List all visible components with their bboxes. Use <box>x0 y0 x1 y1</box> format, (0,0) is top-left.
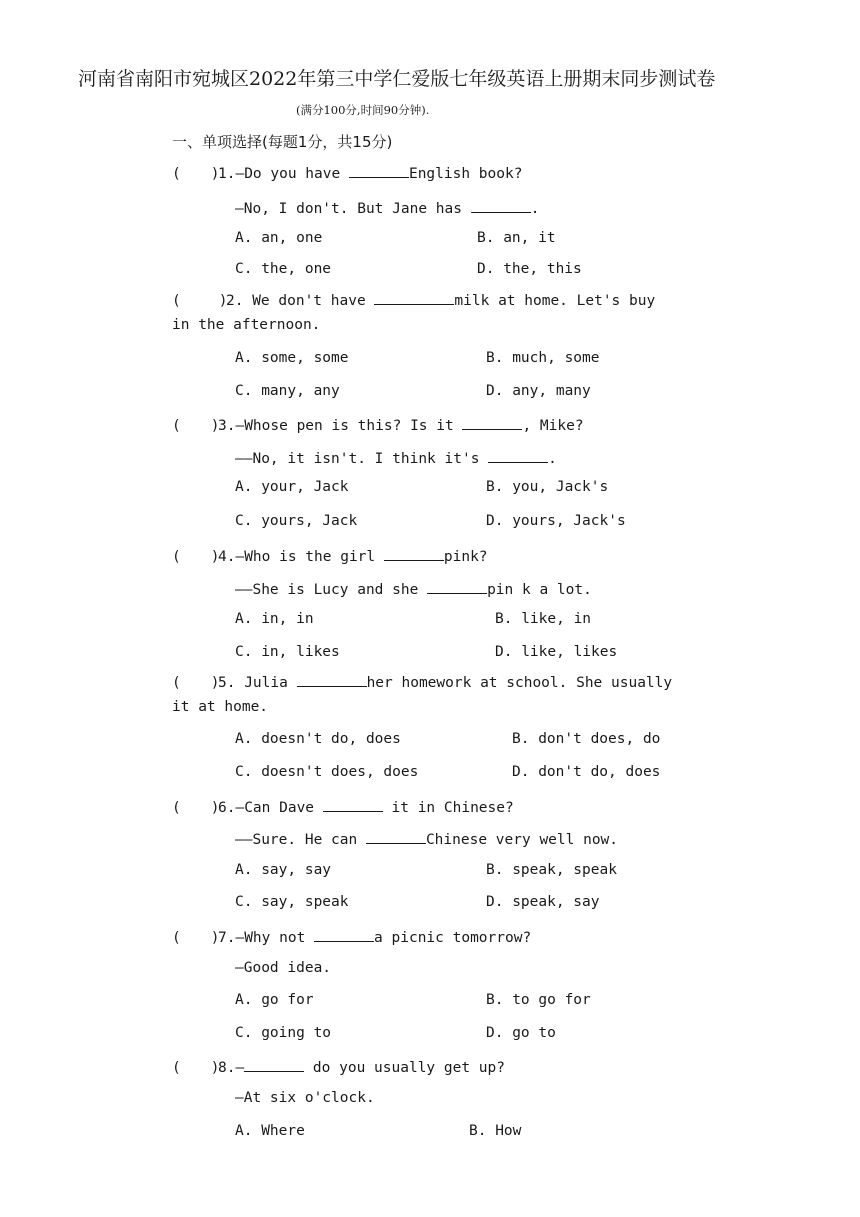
option-d[interactable]: D. go to <box>486 1025 556 1041</box>
section-heading: 一、单项选择(每题1分，共15分) <box>172 133 393 151</box>
answer-bracket[interactable]: ( ) <box>172 1060 220 1076</box>
option-b[interactable]: B. don't does, do <box>512 731 661 747</box>
option-a[interactable]: A. Where <box>235 1123 305 1139</box>
answer-bracket[interactable]: ( ) <box>172 418 220 434</box>
option-a[interactable]: A. doesn't do, does <box>235 731 401 747</box>
fill-blank <box>366 829 426 844</box>
question-5: ( )5. Julia her homework at school. She usually <box>172 672 672 691</box>
option-c[interactable]: C. going to <box>235 1025 332 1041</box>
option-a[interactable]: A. an, one <box>235 230 323 246</box>
option-b[interactable]: B. to go for <box>486 992 591 1008</box>
fill-blank <box>471 198 531 213</box>
answer-bracket[interactable]: ( ) <box>172 800 220 816</box>
answer-bracket[interactable]: ( ) <box>172 675 220 691</box>
option-d[interactable]: D. yours, Jack's <box>486 513 626 529</box>
fill-blank <box>323 797 383 812</box>
option-c[interactable]: C. the, one <box>235 261 332 277</box>
option-b[interactable]: B. How <box>469 1123 522 1139</box>
fill-blank <box>384 546 444 561</box>
option-c[interactable]: C. yours, Jack <box>235 513 358 529</box>
option-a[interactable]: A. go for <box>235 992 314 1008</box>
score-time-note: (满分100分,时间90分钟). <box>296 103 430 117</box>
option-d[interactable]: D. like, likes <box>495 644 618 660</box>
answer-bracket[interactable]: ( ) <box>172 930 220 946</box>
question-2: ( )2. We don't have milk at home. Let's buy <box>172 290 655 309</box>
question-5-line-2: it at home. <box>172 699 269 715</box>
option-b[interactable]: B. much, some <box>486 350 600 366</box>
option-d[interactable]: D. the, this <box>477 261 582 277</box>
fill-blank <box>314 927 374 942</box>
fill-blank <box>374 290 454 305</box>
page-title: 河南省南阳市宛城区2022年第三中学仁爱版七年级英语上册期末同步测试卷 <box>78 68 716 90</box>
option-a[interactable]: A. say, say <box>235 862 332 878</box>
fill-blank <box>462 415 522 430</box>
option-c[interactable]: C. doesn't does, does <box>235 764 419 780</box>
option-c[interactable]: C. many, any <box>235 383 340 399</box>
answer-bracket[interactable]: ( ) <box>172 166 220 182</box>
question-4: ( )4.—Who is the girl pink? <box>172 546 488 565</box>
option-a[interactable]: A. your, Jack <box>235 479 349 495</box>
answer-bracket[interactable]: ( ) <box>172 293 228 309</box>
fill-blank <box>349 163 409 178</box>
option-b[interactable]: B. like, in <box>495 611 592 627</box>
option-b[interactable]: B. speak, speak <box>486 862 617 878</box>
option-a[interactable]: A. in, in <box>235 611 314 627</box>
answer-bracket[interactable]: ( ) <box>172 549 220 565</box>
option-d[interactable]: D. any, many <box>486 383 591 399</box>
question-8-line-2: —At six o'clock. <box>235 1090 375 1106</box>
question-6: ( )6.—Can Dave it in Chinese? <box>172 797 514 816</box>
question-7-line-2: —Good idea. <box>235 960 332 976</box>
question-1-line-2: —No, I don't. But Jane has . <box>235 198 539 217</box>
question-2-line-2: in the afternoon. <box>172 317 321 333</box>
option-c[interactable]: C. say, speak <box>235 894 349 910</box>
option-d[interactable]: D. don't do, does <box>512 764 661 780</box>
option-b[interactable]: B. an, it <box>477 230 556 246</box>
question-1: ( )1.—Do you have English book? <box>172 163 522 182</box>
option-b[interactable]: B. you, Jack's <box>486 479 609 495</box>
question-6-line-2: ——Sure. He can Chinese very well now. <box>235 829 618 848</box>
option-d[interactable]: D. speak, say <box>486 894 600 910</box>
question-3: ( )3.—Whose pen is this? Is it , Mike? <box>172 415 584 434</box>
fill-blank <box>488 448 548 463</box>
question-8: ( )8.— do you usually get up? <box>172 1057 505 1076</box>
option-c[interactable]: C. in, likes <box>235 644 340 660</box>
question-4-line-2: ——She is Lucy and she pin k a lot. <box>235 579 592 598</box>
question-3-line-2: ——No, it isn't. I think it's . <box>235 448 557 467</box>
fill-blank <box>244 1057 304 1072</box>
question-7: ( )7.—Why not a picnic tomorrow? <box>172 927 531 946</box>
option-a[interactable]: A. some, some <box>235 350 349 366</box>
fill-blank <box>297 672 367 687</box>
fill-blank <box>427 579 487 594</box>
